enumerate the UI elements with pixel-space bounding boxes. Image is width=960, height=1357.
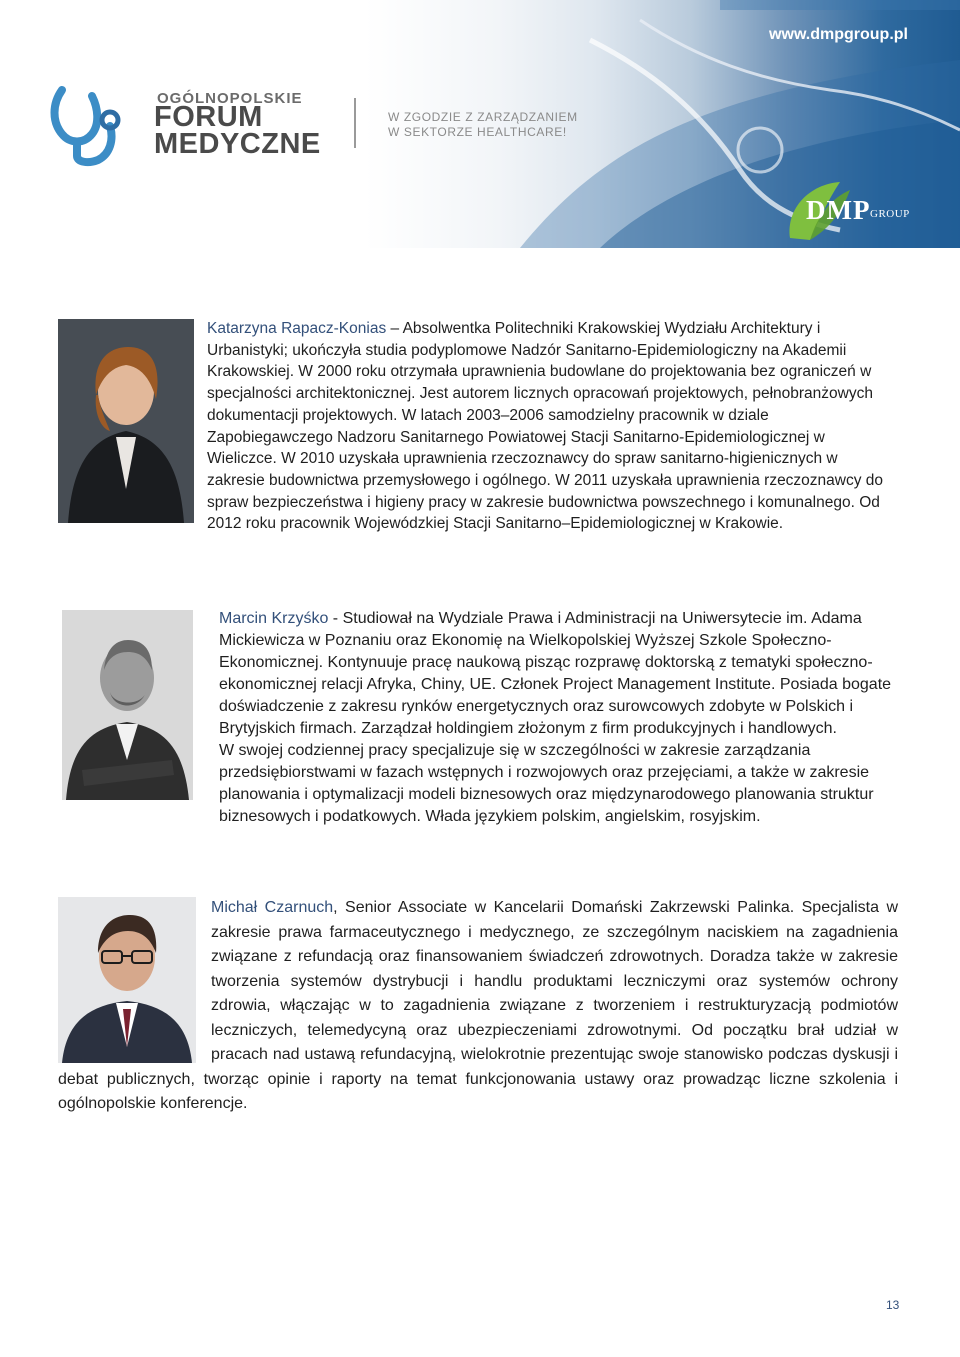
- bio-michal-czarnuch: [58, 896, 898, 1117]
- tagline-line2: W SEKTORZE HEALTHCARE!: [388, 125, 567, 139]
- header-banner: [0, 0, 960, 248]
- photo-spacer: [58, 896, 211, 1066]
- bio-marcin-krzysko: [58, 608, 898, 828]
- bio-text: - Studiował na Wydziale Prawa i Administracji na Uniwersytecie im. Adama Mickiewicza w Poznaniu oraz Ekonomię na Wielkopolskiej Wyższej Szkole Społeczno-Ekonomicznej. Kontynuuje pracę naukową pisząc rozprawę doktorską z tematyki społeczno-ekonomicznej relacji Afryka, Chiny, UE. Członek Project Management Institute. Posiada bogate doświadczenie z zakresu rynków energetycznych oraz surowcowych zdobyte w Polskich i Brytyjskich firmach. Zarządzał holdingiem złożonym z firm produkcyjnych i handlowych.: [219, 610, 892, 737]
- website-link[interactable]: www.dmpgroup.pl: [769, 26, 908, 43]
- bio-name: Marcin Krzyśko: [219, 610, 329, 627]
- bio-text: , Senior Associate w Kancelarii Domański Zakrzewski Palinka. Specjalista w zakresie prawa farmaceutycznego i medycznego, ze szczególnym naciskiem na zagadnienia związane z refundacją oraz finansowaniem świadczeń zdrowotnych. Doradza także w zakresie tworzenia systemów dystrybucji i handlu produktami leczniczymi oraz systemów ochrony zdrowia, włączając w to zagadnienia związane z tworzeniem i restrukturyzacją podmiotów leczniczych, telemedycyną oraz ubezpieczeniami zdrowotnymi. Od początku brał udział w pracach nad ustawą refundacyjną, wielokrotnie prezentując swoje stanowisko podczas dyskusji i debat publicznych, tworząc opinie i raporty na temat funkcjonowania ustawy oraz prowadząc liczne szkolenia i ogólnopolskie konferencje.: [58, 899, 898, 1112]
- photo-spacer: [58, 318, 207, 534]
- tagline-line1: W ZGODZIE Z ZARZĄDZANIEM: [388, 110, 578, 124]
- bio-name: Michał Czarnuch: [211, 899, 334, 916]
- logo-title-line2: MEDYCZNE: [154, 128, 321, 160]
- page-number: 13: [886, 1298, 900, 1312]
- logo-subtitle: OGÓLNOPOLSKIE: [157, 90, 303, 107]
- bio-text-paragraph2: W swojej codziennej pracy specjalizuje się w szczególności w zakresie zarządzania przedsiębiorstwami w fazach wstępnych i rozwojowych oraz przejęciami, a także w zakresie planowania i optymalizacji modeli biznesowych oraz międzynarodowego planowania struktur biznesowych i podatkowych. Włada językiem polskim, angielskim, rosyjskim.: [219, 742, 874, 825]
- logo-title-line1: FORUM: [154, 101, 263, 133]
- bio-text: – Absolwentka Politechniki Krakowskiej Wydziału Architektury i Urbanistyki; ukończyła studia podyplomowe Nadzór Sanitarno-Epidemiologiczny na Akademii Krakowskiej. W 2000 roku otrzymała uprawnienia budowlane do projektowania bez ograniczeń w specjalności architektonicznej. Jest autorem licznych opracowań projektowych, pełnobranżowych dokumentacji projektowych. W latach 2003–2006 samodzielny pracownik w dziale Zapobiegawczego Nadzoru Sanitarnego Powiatowej Stacji Sanitarno-Epidemiologicznej w Wieliczce. W 2010 uzyskała uprawnienia rzeczoznawcy do spraw sanitarno-higienicznych w zakresie budownictwa przemysłowego i ogólnego. W 2011 uzyskała uprawnienia rzeczoznawcy do spraw bezpieczeństwa i higieny pracy w zakresie budownictwa powszechnego i komunalnego. Od 2012 roku pracownik Wojewódzkiej Stacji Sanitarno–Epidemiologicznej w Krakowie.: [207, 320, 884, 533]
- tagline: [388, 110, 578, 140]
- bio-katarzyna-rapacz-konias: [58, 318, 898, 535]
- logo-divider: [354, 98, 356, 148]
- photo-spacer: [58, 608, 219, 828]
- dmp-logo-text: DMP: [806, 195, 871, 225]
- bio-name: Katarzyna Rapacz-Konias: [207, 320, 387, 337]
- dmp-logo-group-text: GROUP: [870, 208, 910, 220]
- forum-logo-icon: [48, 82, 126, 168]
- logo-title: [154, 101, 321, 160]
